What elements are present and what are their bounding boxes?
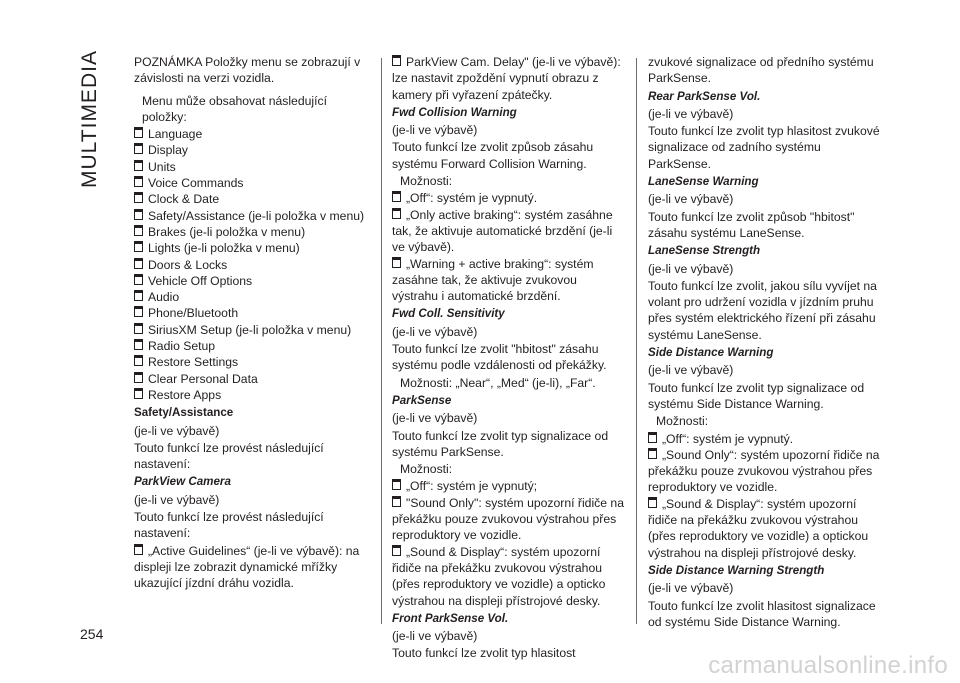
bullet-box-icon	[648, 497, 657, 508]
options-label: Možnosti:	[656, 414, 709, 429]
heading-front-parksense-vol: Front ParkSense Vol.	[392, 611, 509, 625]
bullet-box-icon	[134, 209, 143, 220]
bullet-box-icon	[134, 388, 143, 399]
bullet-box-icon	[134, 241, 143, 252]
watermark-text: carmanualsonline.info	[708, 652, 948, 679]
list-item: SiriusXM Setup (je-li položka v menu)	[134, 322, 366, 338]
list-item: Restore Apps	[134, 387, 366, 403]
list-item: Doors & Locks	[134, 257, 366, 273]
heading-side-distance-warning: Side Distance Warning	[648, 346, 774, 360]
bullet-box-icon	[392, 257, 401, 268]
list-item: „Only active braking“: systém zasáhne tak, že aktivuje automatické brzdění (je-li ve výbavě).	[392, 207, 613, 255]
column-3	[648, 54, 880, 631]
list-item: Display	[134, 142, 366, 158]
availability-text: (je-li ve výbavě)	[648, 261, 734, 276]
bullet-box-icon	[392, 208, 401, 219]
bullet-box-icon	[134, 176, 143, 187]
bullet-box-icon	[134, 290, 143, 301]
list-item: "Sound Only": systém upozorní řidiče na překážku pouze zvukovou výstrahou přes reproduktory ve vozidle.	[392, 495, 624, 543]
availability-text: (je-li ve výbavě)	[392, 123, 478, 138]
bullet-box-icon	[134, 323, 143, 334]
availability-text: (je-li ve výbavě)	[392, 324, 478, 339]
list-item: Brakes (je-li položka v menu)	[134, 224, 366, 240]
heading-side-distance-warning-strength: Side Distance Warning Strength	[648, 563, 825, 577]
bullet-box-icon	[392, 191, 401, 202]
bullet-box-icon	[134, 339, 143, 350]
bullet-box-icon	[134, 127, 143, 138]
list-item: „Off“: systém je vypnutý;	[392, 478, 624, 494]
list-item: „Off“: systém je vypnutý.	[392, 190, 624, 206]
availability-text: (je-li ve výbavě)	[648, 192, 734, 207]
list-item: Clock & Date	[134, 191, 366, 207]
heading-lanesense-warning: LaneSense Warning	[648, 175, 759, 189]
bullet-box-icon	[134, 225, 143, 236]
list-item: „Active Guidelines“ (je-li ve výbavě): na displeji lze zobrazit dynamické mřížky ukazující jízdní dráhu vozidla.	[134, 543, 360, 591]
list-item: Safety/Assistance (je-li položka v menu)	[134, 208, 366, 224]
heading-rear-parksense-vol: Rear ParkSense Vol.	[648, 89, 761, 103]
bullet-box-icon	[134, 544, 143, 555]
description-text: zvukové signalizace od předního systému ParkSense.	[648, 55, 874, 86]
column-2	[392, 54, 624, 663]
description-text: Touto funkcí lze zvolit typ hlasitost	[392, 646, 576, 661]
bullet-box-icon	[134, 355, 143, 366]
availability-text: (je-li ve výbavě)	[648, 581, 734, 596]
heading-lanesense-strength: LaneSense Strength	[648, 244, 761, 258]
list-item: Radio Setup	[134, 338, 366, 354]
list-item: „Sound & Display“: systém upozorní řidiče na překážku zvukovou výstrahou (přes reproduktory ve vozidle) a optickou výstrahou na displeji přístrojové desky.	[648, 496, 869, 560]
description-text: Touto funkcí lze zvolit způsob zásahu systému Forward Collision Warning.	[392, 140, 594, 171]
description-text: Touto funkcí lze provést následující nastavení:	[134, 440, 324, 472]
description-text: Touto funkcí lze zvolit hlasitost signalizace od systému Side Distance Warning.	[648, 598, 876, 629]
bullet-box-icon	[134, 372, 143, 383]
column-divider-2	[636, 58, 637, 624]
bullet-box-icon	[392, 545, 401, 556]
bullet-box-icon	[392, 55, 401, 66]
bullet-box-icon	[648, 448, 657, 459]
options-label: Možnosti:	[400, 174, 453, 189]
availability-text: (je-li ve výbavě)	[392, 629, 478, 644]
bullet-box-icon	[134, 306, 143, 317]
availability-text: (je-li ve výbavě)	[134, 423, 220, 438]
list-item: „Sound & Display“: systém upozorní řidiče na překážku zvukovou výstrahou (přes reproduktory ve vozidle) a opticko výstrahou na displeji přístrojové desky.	[392, 544, 606, 608]
bullet-box-icon	[134, 258, 143, 269]
heading-parkview-camera: ParkView Camera	[134, 475, 231, 489]
page-number: 254	[80, 626, 104, 642]
column-divider-1	[381, 58, 382, 624]
heading-safety-assistance: Safety/Assistance	[134, 406, 234, 420]
description-text: Touto funkcí lze zvolit, jakou sílu vyvíjet na volant pro udržení vozidla v jízdním pruhu přes systém elektrického řízení při zásahu systému LaneSense.	[648, 278, 877, 342]
list-item: Audio	[134, 289, 366, 305]
heading-parksense: ParkSense	[392, 393, 452, 407]
options-label: Možnosti: „Near“, „Med“ (je-li), „Far“.	[400, 375, 596, 390]
bullet-box-icon	[134, 143, 143, 154]
list-item: Vehicle Off Options	[134, 273, 366, 289]
options-label: Možnosti:	[400, 462, 453, 477]
description-text: Touto funkcí lze zvolit typ hlasitost zvukové signalizace od zadního systému ParkSense.	[648, 124, 880, 171]
availability-text: (je-li ve výbavě)	[392, 411, 478, 426]
section-title: MULTIMEDIA	[78, 50, 101, 188]
list-item: Voice Commands	[134, 175, 366, 191]
list-item: „Sound Only“: systém upozorní řidiče na překážku pouze zvukovou výstrahou přes reproduktory ve vozidle.	[648, 447, 880, 495]
description-text: Touto funkcí lze zvolit způsob "hbitost" zásahu systému LaneSense.	[648, 209, 855, 240]
availability-text: (je-li ve výbavě)	[648, 106, 734, 121]
description-text: Touto funkcí lze zvolit typ signalizace od systému Side Distance Warning.	[648, 380, 865, 411]
list-item: ParkView Cam. Delay" (je-li ve výbavě): lze nastavit zpoždění vypnutí obrazu z kamery při vyřazení zpátečky.	[392, 55, 621, 102]
heading-fwd-collision-warning: Fwd Collision Warning	[392, 105, 517, 119]
note-paragraph: POZNÁMKA Položky menu se zobrazují v závislosti na verzi vozidla.	[134, 55, 361, 86]
menu-intro: Menu může obsahovat následující položky:	[142, 93, 327, 124]
bullet-box-icon	[648, 432, 657, 443]
availability-text: (je-li ve výbavě)	[134, 492, 220, 507]
list-item: „Warning + active braking“: systém zasáhne tak, že aktivuje zvukovou výstrahu i automatické brzdění.	[392, 256, 594, 304]
list-item: Units	[134, 159, 366, 175]
column-1	[134, 54, 366, 592]
list-item: Language	[134, 126, 366, 142]
availability-text: (je-li ve výbavě)	[648, 363, 734, 378]
description-text: Touto funkcí lze zvolit "hbitost" zásahu systému podle vzdálenosti od překážky.	[392, 342, 607, 373]
bullet-box-icon	[134, 160, 143, 171]
bullet-box-icon	[134, 192, 143, 203]
list-item: Lights (je-li položka v menu)	[134, 240, 366, 256]
description-text: Touto funkcí lze provést následující nastavení:	[134, 510, 324, 541]
heading-fwd-coll-sensitivity: Fwd Coll. Sensitivity	[392, 307, 505, 321]
list-item: Phone/Bluetooth	[134, 305, 366, 321]
description-text: Touto funkcí lze zvolit typ signalizace od systému ParkSense.	[392, 428, 609, 459]
bullet-box-icon	[392, 479, 401, 490]
list-item: „Off“: systém je vypnutý.	[648, 431, 880, 447]
bullet-box-icon	[134, 274, 143, 285]
menu-item-list	[134, 126, 366, 403]
list-item: Clear Personal Data	[134, 371, 366, 387]
bullet-box-icon	[392, 496, 401, 507]
list-item: Restore Settings	[134, 354, 366, 370]
